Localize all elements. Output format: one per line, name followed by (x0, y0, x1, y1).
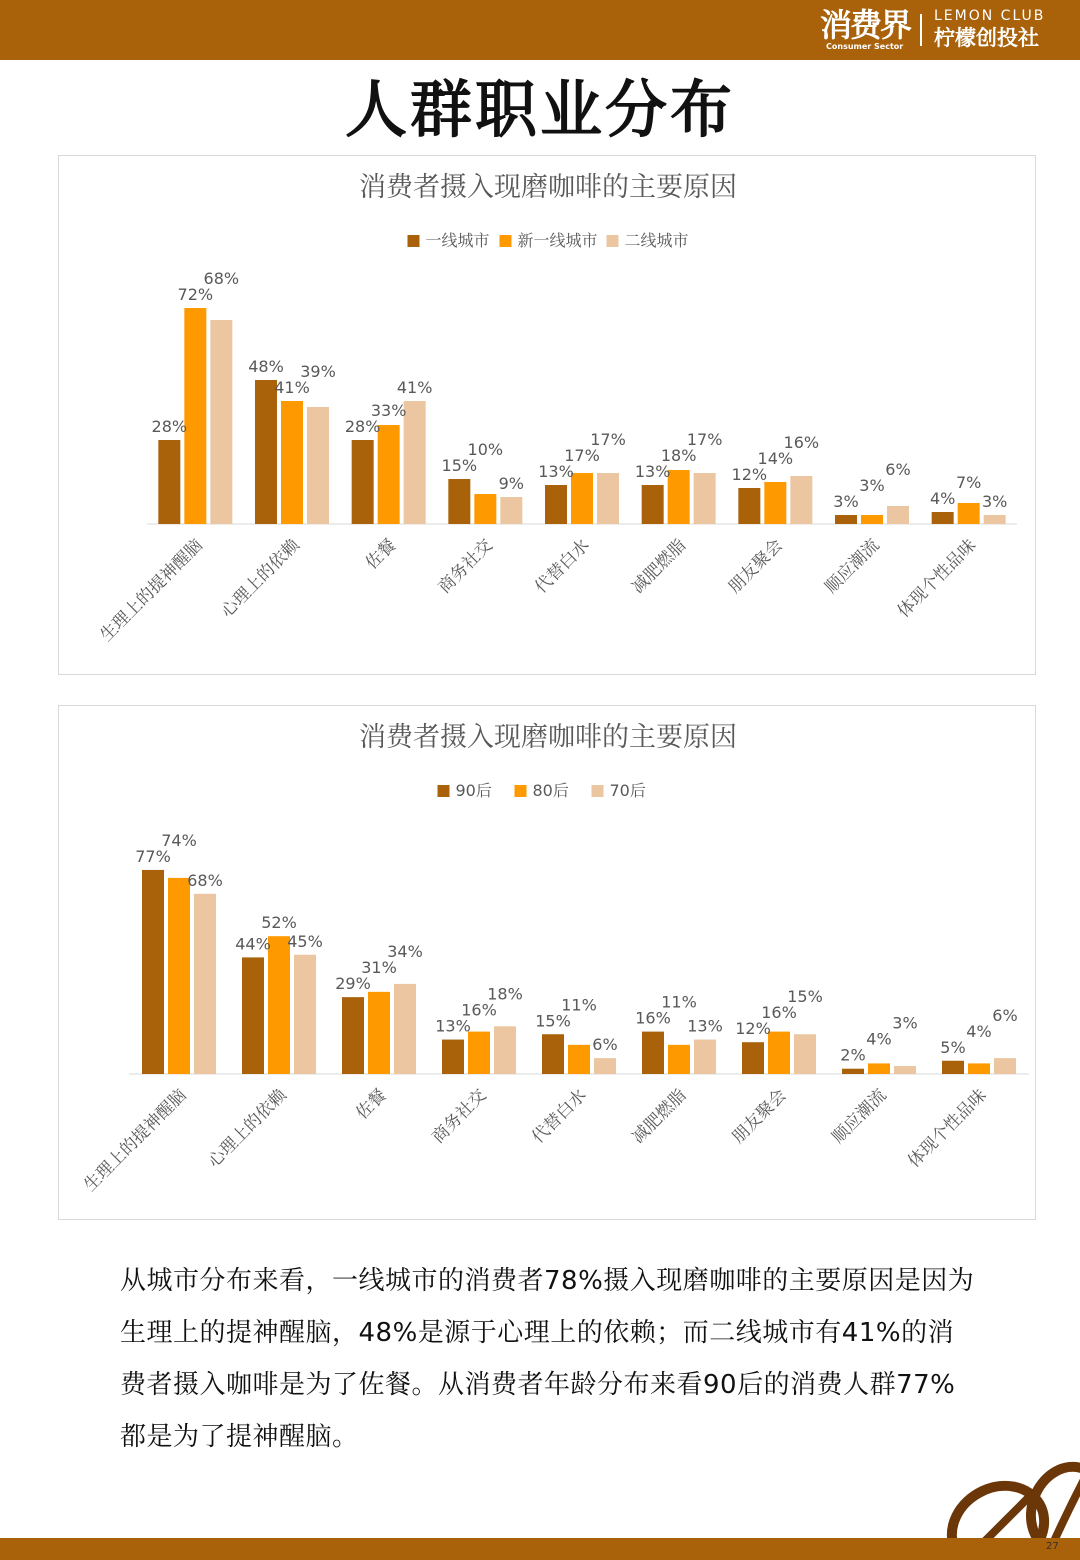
data-label: 10% (467, 440, 504, 459)
bar (194, 894, 216, 1074)
bar (861, 515, 883, 524)
data-label: 34% (387, 942, 423, 962)
bar-group (628, 430, 722, 598)
consumer-sector-logo (820, 6, 916, 52)
bar-group (828, 1014, 917, 1148)
category-label: 体现个性品味 (893, 535, 981, 622)
category-label: 佐餐 (352, 1085, 391, 1124)
bar (368, 992, 390, 1074)
bar (594, 1058, 616, 1074)
bar-group (80, 831, 223, 1196)
category-label: 朋友聚会 (724, 535, 787, 598)
bar-group (345, 378, 433, 574)
data-label: 17% (590, 430, 626, 449)
category-label: 心理上的依赖 (204, 1085, 291, 1172)
bar (342, 997, 364, 1074)
data-label: 33% (370, 401, 407, 420)
brand-cn-text: 消费界 (820, 6, 911, 44)
data-label: 77% (135, 846, 171, 866)
age-chart (59, 706, 1037, 1221)
data-label: 74% (161, 830, 197, 850)
bar (468, 1032, 490, 1074)
bar (958, 503, 980, 524)
data-label: 17% (686, 430, 723, 449)
bar (142, 870, 164, 1074)
category-label: 佐餐 (362, 535, 401, 574)
data-label: 17% (564, 446, 600, 465)
bar (500, 497, 522, 524)
data-label: 28% (151, 417, 188, 436)
data-label: 13% (435, 1016, 471, 1036)
data-label: 12% (735, 1019, 771, 1039)
bar-group (628, 993, 722, 1148)
bar (642, 1032, 664, 1074)
data-label: 11% (561, 995, 597, 1015)
legend-label: 90后 (455, 781, 492, 800)
bar (835, 515, 857, 524)
bar (268, 936, 290, 1074)
data-label: 6% (885, 460, 911, 479)
bar (742, 1042, 764, 1074)
bar-group (725, 433, 819, 598)
category-label: 朋友聚会 (728, 1085, 791, 1148)
data-label: 2% (840, 1045, 866, 1065)
category-label: 体现个性品味 (904, 1085, 991, 1172)
data-label: 13% (538, 462, 574, 481)
bar (210, 320, 232, 524)
bar-group (428, 985, 522, 1148)
bar (394, 984, 416, 1074)
bar (794, 1034, 816, 1074)
data-label: 11% (661, 992, 697, 1012)
legend-swatch (607, 235, 619, 247)
data-label: 5% (940, 1037, 966, 1057)
bar (597, 473, 619, 524)
category-label: 减肥燃脂 (627, 535, 691, 598)
data-label: 9% (498, 474, 525, 493)
bar (281, 401, 303, 524)
legend-swatch (500, 235, 512, 247)
legend-label: 70后 (609, 781, 646, 800)
footer-bar (0, 1538, 1080, 1560)
header-bar (0, 0, 1080, 60)
bar-group (528, 995, 617, 1147)
category-label: 生理上的提神醒脑 (96, 535, 207, 646)
brand-club-text: 柠檬创投社 (934, 26, 1039, 50)
bar (494, 1026, 516, 1074)
bar (768, 1032, 790, 1074)
data-label: 16% (783, 433, 820, 452)
data-label: 45% (287, 931, 323, 951)
bar (568, 1045, 590, 1074)
city-chart-panel (58, 155, 1036, 675)
category-label: 商务社交 (434, 535, 497, 598)
data-label: 16% (635, 1008, 671, 1028)
data-label: 6% (592, 1035, 618, 1055)
category-label: 心理上的依赖 (217, 535, 304, 622)
data-label: 16% (461, 1000, 497, 1020)
legend-label: 80后 (532, 781, 569, 800)
data-label: 3% (833, 492, 859, 511)
bar (158, 440, 180, 524)
bar (842, 1069, 864, 1074)
brand-divider (920, 14, 922, 46)
bar (378, 425, 400, 524)
data-label: 41% (396, 378, 433, 397)
legend (438, 781, 646, 800)
bar-group (435, 440, 524, 598)
bar (894, 1066, 916, 1074)
chart-title: 消费者摄入现磨咖啡的主要原因 (359, 722, 737, 753)
bar-group (821, 460, 910, 598)
bar (242, 957, 264, 1074)
category-label: 顺应潮流 (821, 535, 884, 598)
city-chart (59, 156, 1037, 676)
bar (968, 1063, 990, 1074)
legend (408, 231, 689, 250)
bar (448, 479, 470, 524)
bar (668, 470, 690, 524)
data-label: 3% (892, 1013, 918, 1033)
legend-swatch (408, 235, 420, 247)
data-label: 29% (335, 974, 371, 994)
data-label: 3% (981, 492, 1008, 511)
bar (307, 407, 329, 524)
bar (542, 1034, 564, 1074)
bar (868, 1063, 890, 1074)
brand-en-text: LEMON CLUB (934, 8, 1046, 24)
legend-label: 二线城市 (624, 231, 689, 250)
bar (932, 512, 954, 524)
data-label: 3% (859, 476, 885, 495)
bar (790, 476, 812, 524)
bar (694, 1040, 716, 1074)
data-label: 6% (992, 1005, 1018, 1025)
bar (255, 380, 277, 524)
data-label: 44% (235, 934, 271, 954)
bar-group (217, 357, 336, 622)
page-title: 人群职业分布 (344, 73, 735, 146)
page-number: 27 (1046, 1541, 1059, 1552)
bar-group (728, 987, 822, 1147)
data-label: 48% (248, 357, 284, 376)
bar (738, 488, 760, 524)
bar (984, 515, 1006, 524)
bar (942, 1061, 964, 1074)
data-label: 4% (866, 1029, 892, 1049)
legend-swatch (515, 785, 527, 797)
data-label: 41% (274, 378, 310, 397)
data-label: 14% (757, 449, 794, 468)
data-label: 12% (731, 465, 768, 484)
coffee-bean-icon (940, 1450, 1080, 1540)
bar (694, 473, 716, 524)
category-label: 顺应潮流 (828, 1085, 891, 1148)
bar (764, 482, 786, 524)
legend-swatch (592, 785, 604, 797)
legend-label: 一线城市 (425, 231, 490, 250)
bar (184, 308, 206, 524)
bar (545, 485, 567, 524)
category-label: 代替白水 (528, 1085, 591, 1148)
brand-cn-subtitle: Consumer Sector (826, 42, 904, 51)
data-label: 28% (344, 417, 381, 436)
data-label: 13% (687, 1016, 723, 1036)
bar-group (531, 430, 625, 598)
bar (474, 494, 496, 524)
bar (994, 1058, 1016, 1074)
data-label: 18% (660, 446, 697, 465)
bar-group (204, 913, 323, 1171)
summary-text: 从城市分布来看，一线城市的消费者78%摄入现磨咖啡的主要原因是因为生理上的提神醒脑，48%是源于心理上的依赖；而二线城市有41%的消费者摄入咖啡是为了佐餐。从消费者年龄分布来看90后的消费人群77%都是为了提神醒脑。 (120, 1266, 975, 1452)
bar (668, 1045, 690, 1074)
category-label: 生理上的提神醒脑 (80, 1085, 191, 1196)
data-label: 68% (203, 269, 240, 288)
data-label: 31% (361, 958, 397, 978)
data-label: 72% (177, 285, 214, 304)
bar (442, 1040, 464, 1074)
data-label: 16% (761, 1003, 797, 1023)
bar (887, 506, 909, 524)
data-label: 18% (487, 984, 523, 1004)
data-label: 15% (441, 456, 478, 475)
data-label: 15% (535, 1011, 571, 1031)
data-label: 7% (955, 473, 982, 492)
data-label: 4% (966, 1021, 992, 1041)
bar-group (904, 1006, 1017, 1172)
bar-group (335, 942, 423, 1123)
bar (352, 440, 374, 524)
data-label: 68% (187, 870, 223, 890)
category-label: 减肥燃脂 (628, 1085, 691, 1148)
bar (168, 878, 190, 1074)
data-label: 39% (300, 362, 336, 381)
bar (404, 401, 426, 524)
legend-swatch (438, 785, 450, 797)
data-label: 15% (787, 987, 823, 1007)
legend-label: 新一线城市 (517, 231, 598, 250)
bar (642, 485, 664, 524)
bar (571, 473, 593, 524)
chart-title: 消费者摄入现磨咖啡的主要原因 (359, 172, 737, 203)
age-chart-panel (58, 705, 1036, 1220)
bar (294, 955, 316, 1074)
data-label: 52% (261, 913, 297, 933)
category-label: 代替白水 (531, 535, 594, 598)
category-label: 商务社交 (428, 1085, 491, 1148)
data-label: 4% (929, 489, 956, 508)
bar-group (894, 473, 1007, 622)
data-label: 13% (634, 462, 671, 481)
bar-group (97, 269, 240, 646)
